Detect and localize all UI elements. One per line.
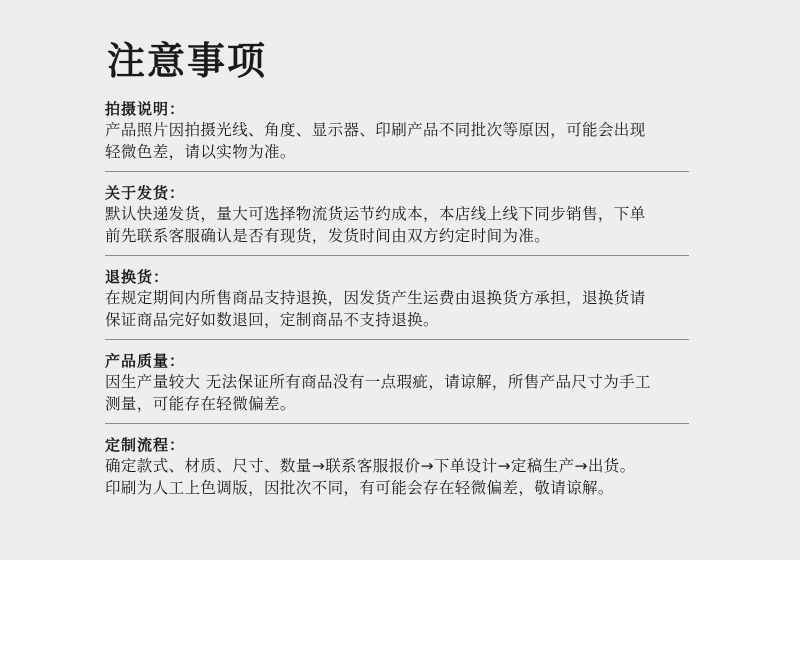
divider (105, 255, 689, 256)
section-text-line: 因生产量较大 无法保证所有商品没有一点瑕疵，请谅解，所售产品尺寸为手工 (105, 373, 651, 391)
section-quality (105, 352, 689, 415)
section-text-line: 前先联系客服确认是否有现货，发货时间由双方约定时间为准。 (105, 227, 551, 245)
section-shooting-notes (105, 100, 689, 163)
section-text-line: 在规定期间内所售商品支持退换，因发货产生运费由退换货方承担，退换货请 (105, 289, 646, 307)
section-heading: 退换货： (105, 268, 170, 286)
section-custom-process (105, 436, 689, 499)
section-text-line: 保证商品完好如数退回，定制商品不支持退换。 (105, 311, 439, 329)
divider (105, 171, 689, 172)
section-text-line: 印刷为人工上色调版，因批次不同，有可能会存在轻微偏差，敬请谅解。 (105, 479, 614, 497)
divider (105, 423, 689, 424)
section-heading: 定制流程： (105, 436, 186, 454)
section-text-line: 轻微色差，请以实物为准。 (105, 143, 296, 161)
section-shipping (105, 184, 689, 247)
section-text-line: 产品照片因拍摄光线、角度、显示器、印刷产品不同批次等原因，可能会出现 (105, 121, 646, 139)
section-heading: 产品质量： (105, 352, 186, 370)
section-text-line: 测量，可能存在轻微偏差。 (105, 395, 296, 413)
page-title: 注意事项 (107, 39, 268, 83)
divider (105, 339, 689, 340)
section-heading: 拍摄说明： (105, 100, 186, 118)
section-text-line: 默认快递发货，量大可选择物流货运节约成本，本店线上线下同步销售，下单 (105, 205, 646, 223)
section-returns (105, 268, 689, 331)
section-text-line: 确定款式、材质、尺寸、数量→联系客服报价→下单设计→定稿生产→出货。 (105, 457, 636, 475)
section-heading: 关于发货： (105, 184, 186, 202)
